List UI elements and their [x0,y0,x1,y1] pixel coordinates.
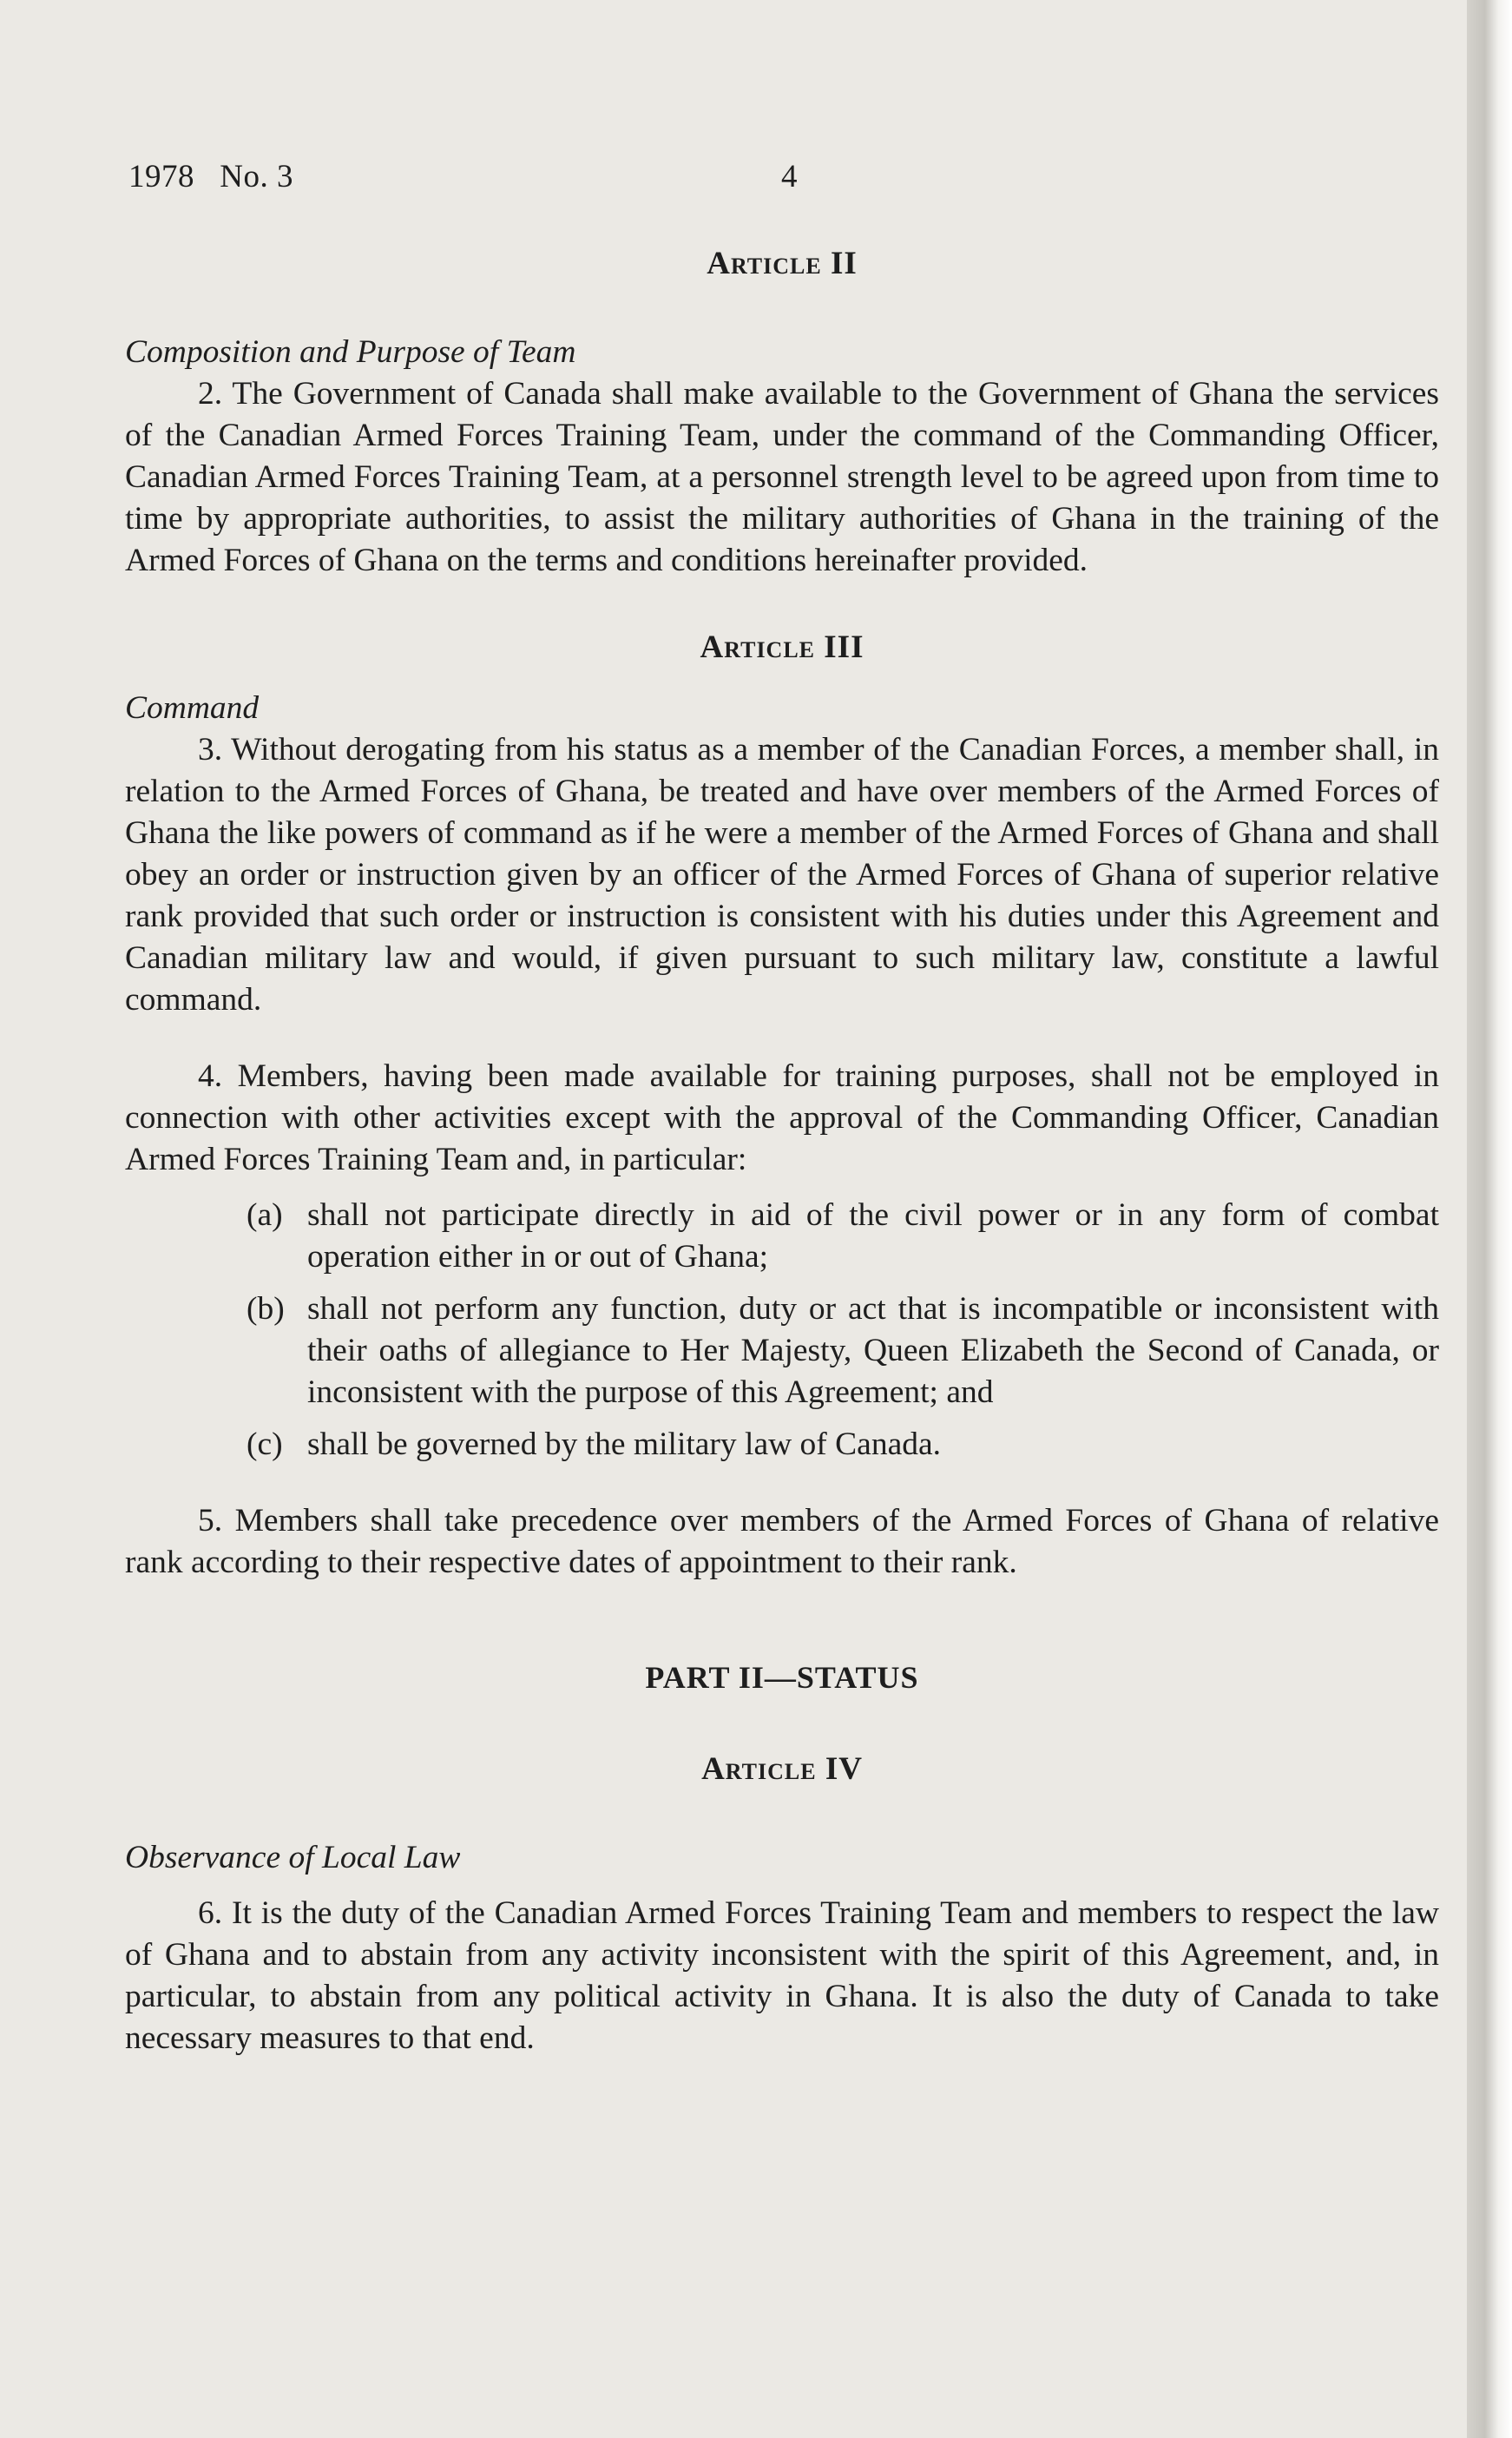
running-header [128,158,798,195]
paragraph-6: 6. It is the duty of the Canadian Armed Forces Training Team and members to respect the law of Ghana and to abstain from any activity inconsistent with the spirit of this Agreement, and, in particular, to abstain from any political activity in Ghana. It is also the duty of Canada to take necessary measures to that end. [125,1895,1439,2056]
list-item [125,1424,1439,1466]
list-item-label: (c) [247,1427,283,1462]
article-2-heading: Article II [707,246,858,281]
list-item-label: (b) [247,1291,285,1327]
list-item-label: (a) [247,1197,283,1233]
header-number: No. 3 [220,159,293,194]
list-item [125,1195,1439,1278]
article-4-heading: Article IV [701,1751,863,1787]
article-4-title: Observance of Local Law [125,1840,461,1875]
list-item [125,1288,1439,1413]
list-item-text: shall not perform any function, duty or act that is incompatible or inconsistent with their oaths of allegiance to Her Majesty, Queen Elizabeth the Second of Canada, or inconsistent with the purpose of this Agreement; and [307,1291,1439,1410]
article-3-title: Command [125,690,260,726]
paragraph-4-list [125,1195,1439,1466]
list-item-text: shall be governed by the military law of Canada. [307,1427,941,1462]
page-number: 4 [781,159,798,194]
article-2-title: Composition and Purpose of Team [125,334,576,370]
header-year: 1978 [128,159,194,194]
page-edge-shadow [1467,0,1512,2438]
paragraph-3: 3. Without derogating from his status as a member of the Canadian Forces, a member shall, in relation to the Armed Forces of Ghana, be treated and have over members of the Armed Forces of Ghana the like powers of command as if he were a member of the Armed Forces of Ghana and shall obey an order or instruction given by an officer of the Armed Forces of Ghana of superior relative rank provided that such order or instruction is consistent with his duties under this Agreement and Canadian military law and would, if given pursuant to such military law, constitute a lawful command. [125,732,1439,1018]
paragraph-2: 2. The Government of Canada shall make available to the Government of Ghana the services of the Canadian Armed Forces Training Team, under the command of the Commanding Officer, Canadian Armed Forces Training Team, at a personnel strength level to be agreed upon from time to time by appropriate authorities, to assist the military authorities of Ghana in the training of the Armed Forces of Ghana on the terms and conditions hereinafter provided. [125,376,1439,578]
document-body [125,243,1439,2059]
paragraph-5: 5. Members shall take precedence over members of the Armed Forces of Ghana of relative rank according to their respective dates of appointment to their rank. [125,1503,1439,1580]
article-3-heading: Article III [700,629,864,665]
list-item-text: shall not participate directly in aid of the civil power or in any form of combat operation either in or out of Ghana; [307,1197,1439,1275]
part-2-heading: PART II—STATUS [645,1660,919,1695]
paragraph-4: 4. Members, having been made available for training purposes, shall not be employed in connection with other activities except with the approval of the Commanding Officer, Canadian Armed Forces Training Team and, in particular: [125,1058,1439,1177]
